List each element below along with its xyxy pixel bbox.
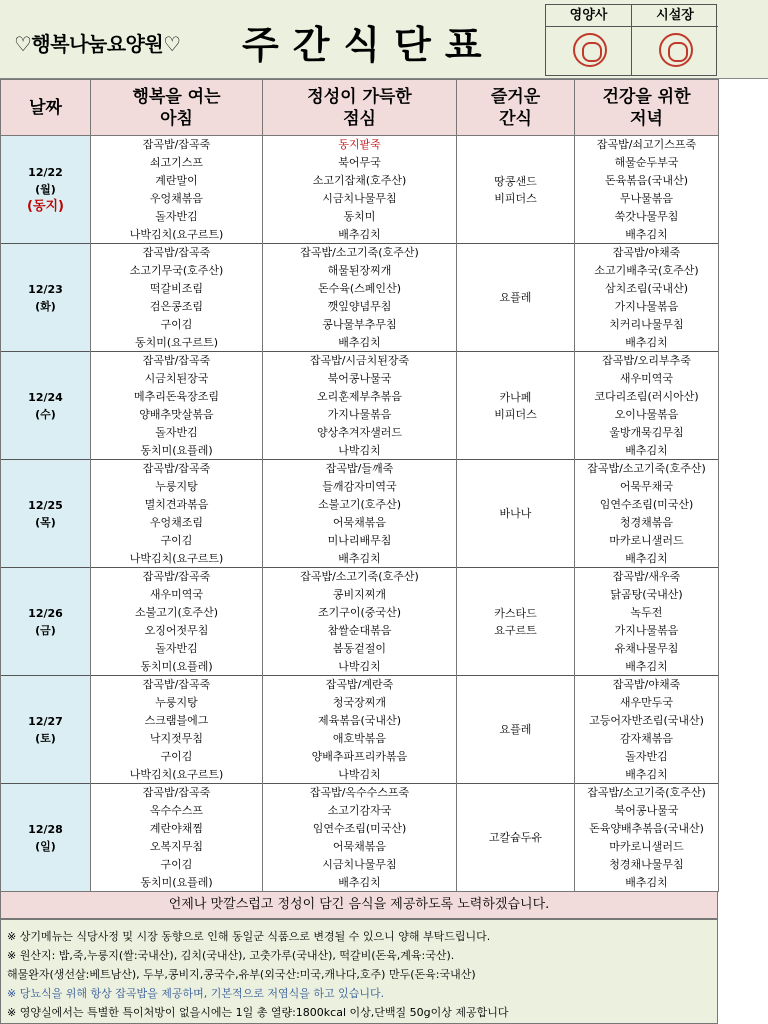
table-row (1, 262, 719, 280)
dinner-item: 가지나물볶음 (575, 622, 719, 640)
snack-cell (457, 784, 575, 892)
note-origin-continued: 해물완자(생선살:베트남산), 두부,콩비지,콩국수,유부(외국산:미국,캐나다,호주) 만두(돈육:국내산) (7, 968, 476, 981)
dinner-item: 배추김치 (575, 226, 719, 244)
approval-label: 시설장 (632, 5, 718, 27)
snack-cell (457, 244, 575, 352)
dinner-item: 오이나물볶음 (575, 406, 719, 424)
table-row (1, 586, 719, 604)
breakfast-item: 시금치된장국 (91, 370, 263, 388)
table-row (1, 550, 719, 568)
table-row (1, 604, 719, 622)
breakfast-item: 잡곡밥/잡곡죽 (91, 784, 263, 802)
breakfast-item: 돌자반김 (91, 640, 263, 658)
weekday-label: (월) (35, 182, 56, 196)
lunch-item: 동치미 (263, 208, 457, 226)
breakfast-item: 소불고기(호주산) (91, 604, 263, 622)
header-dinner-line1: 건강을 위한 (602, 86, 691, 107)
header-snack-line1: 즐거운 (490, 86, 541, 107)
header-lunch-line2: 점심 (343, 108, 376, 129)
breakfast-item: 나박김치(요구르트) (91, 226, 263, 244)
dinner-item: 코다리조림(러시아산) (575, 388, 719, 406)
weekly-menu-table (0, 79, 719, 892)
date-cell (1, 676, 91, 784)
dinner-item: 무나물볶음 (575, 190, 719, 208)
breakfast-item: 우엉채조림 (91, 514, 263, 532)
dinner-item: 청경채볶음 (575, 514, 719, 532)
table-row (1, 496, 719, 514)
breakfast-item: 소고기무국(호주산) (91, 262, 263, 280)
breakfast-item: 잡곡밥/잡곡죽 (91, 676, 263, 694)
breakfast-item: 나박김치(요구르트) (91, 766, 263, 784)
date-cell (1, 784, 91, 892)
weekday-label: (화) (35, 299, 56, 313)
dinner-item: 소고기배추국(호주산) (575, 262, 719, 280)
closing-message: 언제나 맛깔스럽고 정성이 담긴 음식을 제공하도록 노력하겠습니다. (0, 891, 718, 919)
header-lunch-line1: 정성이 가득한 (307, 86, 412, 107)
table-row (1, 748, 719, 766)
dinner-item: 어묵무채국 (575, 478, 719, 496)
table-row (1, 730, 719, 748)
breakfast-item: 스크램블에그 (91, 712, 263, 730)
breakfast-item: 잡곡밥/잡곡죽 (91, 568, 263, 586)
dinner-item: 유채나물무침 (575, 640, 719, 658)
dinner-item: 마카로니샐러드 (575, 838, 719, 856)
lunch-item: 제육볶음(국내산) (263, 712, 457, 730)
header-breakfast (91, 80, 263, 136)
date-cell (1, 244, 91, 352)
dinner-item: 잡곡밥/야채죽 (575, 676, 719, 694)
snack-item: 비피더스 (494, 407, 537, 421)
weekday-label: (일) (35, 839, 56, 853)
lunch-item: 콩나물부추무침 (263, 316, 457, 334)
header-banner (0, 0, 768, 79)
lunch-item: 가지나물볶음 (263, 406, 457, 424)
note-diabetic: ※ 당뇨식을 위해 항상 잡곡밥을 제공하며, 기본적으로 저염식을 하고 있습니다. (7, 987, 385, 1000)
dinner-item: 새우미역국 (575, 370, 719, 388)
table-row (1, 154, 719, 172)
table-row (1, 316, 719, 334)
breakfast-item: 잡곡밥/잡곡죽 (91, 460, 263, 478)
dinner-item: 삼치조림(국내산) (575, 280, 719, 298)
breakfast-item: 구이김 (91, 316, 263, 334)
date-cell (1, 568, 91, 676)
holiday-label: (동지) (27, 198, 64, 214)
lunch-item: 돈수육(스페인산) (263, 280, 457, 298)
dinner-item: 잡곡밥/새우죽 (575, 568, 719, 586)
lunch-item: 시금치나물무침 (263, 856, 457, 874)
breakfast-item: 우엉채볶음 (91, 190, 263, 208)
breakfast-item: 오복지무침 (91, 838, 263, 856)
dinner-item: 고등어자반조림(국내산) (575, 712, 719, 730)
table-row (1, 190, 719, 208)
approval-box (545, 4, 717, 76)
lunch-item: 오리훈제부추볶음 (263, 388, 457, 406)
table-row (1, 298, 719, 316)
lunch-item: 나박김치 (263, 658, 457, 676)
lunch-item: 미나리배무침 (263, 532, 457, 550)
breakfast-item: 돌자반김 (91, 424, 263, 442)
dinner-item: 쑥갓나물무침 (575, 208, 719, 226)
date-label: 12/27 (28, 714, 63, 728)
lunch-item: 양배추파프리카볶음 (263, 748, 457, 766)
dinner-item: 임연수조림(미국산) (575, 496, 719, 514)
date-label: 12/24 (28, 390, 63, 404)
lunch-item: 북어무국 (263, 154, 457, 172)
date-cell (1, 136, 91, 244)
weekday-label: (목) (35, 515, 56, 529)
breakfast-item: 메추리돈육장조림 (91, 388, 263, 406)
lunch-item: 시금치나물무침 (263, 190, 457, 208)
lunch-item: 잡곡밥/들깨죽 (263, 460, 457, 478)
breakfast-item: 떡갈비조림 (91, 280, 263, 298)
table-row (1, 406, 719, 424)
lunch-item: 소고기감자국 (263, 802, 457, 820)
lunch-item: 잡곡밥/옥수수스프죽 (263, 784, 457, 802)
breakfast-item: 누룽지탕 (91, 478, 263, 496)
breakfast-item: 낙지젓무침 (91, 730, 263, 748)
header-date: 날짜 (1, 80, 91, 136)
approval-label: 영양사 (546, 5, 631, 27)
breakfast-item: 잡곡밥/잡곡죽 (91, 244, 263, 262)
lunch-item: 잡곡밥/시금치된장죽 (263, 352, 457, 370)
table-row (1, 694, 719, 712)
approval-nutritionist (546, 5, 632, 75)
header-breakfast-line2: 아침 (160, 108, 193, 129)
lunch-item: 잡곡밥/계란죽 (263, 676, 457, 694)
breakfast-item: 동치미(요플레) (91, 658, 263, 676)
snack-item: 카스타드 (494, 606, 537, 620)
date-cell (1, 352, 91, 460)
lunch-item: 조기구이(중국산) (263, 604, 457, 622)
dinner-item: 배추김치 (575, 334, 719, 352)
table-row (1, 208, 719, 226)
lunch-item: 북어콩나물국 (263, 370, 457, 388)
lunch-item: 콩비지찌개 (263, 586, 457, 604)
table-row (1, 802, 719, 820)
lunch-item: 나박김치 (263, 766, 457, 784)
date-cell (1, 460, 91, 568)
snack-item: 요플레 (499, 291, 532, 304)
table-row (1, 460, 719, 478)
breakfast-item: 구이김 (91, 748, 263, 766)
header-dinner-line2: 저녁 (630, 108, 663, 129)
table-row (1, 622, 719, 640)
table-row (1, 244, 719, 262)
breakfast-item: 구이김 (91, 856, 263, 874)
table-row (1, 712, 719, 730)
lunch-item: 나박김치 (263, 442, 457, 460)
breakfast-item: 돌자반김 (91, 208, 263, 226)
weekday-label: (금) (35, 623, 56, 637)
table-header-row (1, 80, 719, 136)
breakfast-item: 동치미(요구르트) (91, 334, 263, 352)
dinner-item: 녹두전 (575, 604, 719, 622)
lunch-item: 청국장찌개 (263, 694, 457, 712)
lunch-item: 소고기잡채(호주산) (263, 172, 457, 190)
breakfast-item: 옥수수스프 (91, 802, 263, 820)
dinner-item: 돈육볶음(국내산) (575, 172, 719, 190)
table-row (1, 658, 719, 676)
table-row (1, 136, 719, 154)
lunch-item: 배추김치 (263, 226, 457, 244)
lunch-item: 봄동겉절이 (263, 640, 457, 658)
table-row (1, 640, 719, 658)
menu-body (1, 136, 719, 892)
lunch-item: 배추김치 (263, 334, 457, 352)
note-substitution: ※ 상기메뉴는 식당사정 및 시장 동향으로 인해 동일군 식품으로 변경될 수 있으니 양해 부탁드립니다. (7, 930, 491, 943)
table-row (1, 172, 719, 190)
header-breakfast-line1: 행복을 여는 (132, 86, 221, 107)
breakfast-item: 잡곡밥/잡곡죽 (91, 136, 263, 154)
breakfast-item: 계란말이 (91, 172, 263, 190)
table-row (1, 856, 719, 874)
snack-item: 요구르트 (494, 623, 537, 637)
header-snack-line2: 간식 (499, 108, 532, 129)
table-row (1, 838, 719, 856)
breakfast-item: 오징어젓무침 (91, 622, 263, 640)
date-label: 12/25 (28, 498, 63, 512)
lunch-item: 어묵채볶음 (263, 838, 457, 856)
dinner-item: 치커리나물무침 (575, 316, 719, 334)
breakfast-item: 계란야채찜 (91, 820, 263, 838)
header-snack (457, 80, 575, 136)
dinner-item: 잡곡밥/오리부추죽 (575, 352, 719, 370)
breakfast-item: 누룽지탕 (91, 694, 263, 712)
weekday-label: (토) (35, 731, 56, 745)
table-row (1, 676, 719, 694)
lunch-item: 참쌀순대볶음 (263, 622, 457, 640)
lunch-item: 잡곡밥/소고기죽(호주산) (263, 244, 457, 262)
table-row (1, 478, 719, 496)
table-row (1, 388, 719, 406)
dinner-item: 배추김치 (575, 658, 719, 676)
breakfast-item: 새우미역국 (91, 586, 263, 604)
dinner-item: 배추김치 (575, 442, 719, 460)
breakfast-item: 쇠고기스프 (91, 154, 263, 172)
snack-item: 땅콩샌드 (494, 174, 537, 188)
breakfast-item: 검은콩조림 (91, 298, 263, 316)
snack-item: 카나페 (499, 390, 532, 404)
lunch-item: 임연수조림(미국산) (263, 820, 457, 838)
breakfast-item: 동치미(요플레) (91, 874, 263, 892)
note-origin: ※ 원산지: 밥,죽,누룽지(쌀:국내산), 김치(국내산), 고춧가루(국내산), 떡갈비(돈육,계육:국산). (7, 949, 455, 962)
breakfast-item: 나박김치(요구르트) (91, 550, 263, 568)
dinner-item: 청경채나물무침 (575, 856, 719, 874)
dinner-item: 잡곡밥/소고기죽(호주산) (575, 784, 719, 802)
dinner-item: 잡곡밥/소고기죽(호주산) (575, 460, 719, 478)
dinner-item: 해물순두부국 (575, 154, 719, 172)
breakfast-item: 멸치견과볶음 (91, 496, 263, 514)
page-title: 주간식단표 (242, 23, 496, 67)
snack-cell (457, 460, 575, 568)
weekday-label: (수) (35, 407, 56, 421)
dinner-item: 돈육양배추볶음(국내산) (575, 820, 719, 838)
date-label: 12/26 (28, 606, 63, 620)
lunch-item: 소불고기(호주산) (263, 496, 457, 514)
lunch-item: 어묵채볶음 (263, 514, 457, 532)
notes-box (0, 919, 718, 1024)
breakfast-item: 구이김 (91, 532, 263, 550)
snack-item: 비피더스 (494, 191, 537, 205)
dinner-item: 감자채볶음 (575, 730, 719, 748)
snack-item: 요플레 (499, 723, 532, 736)
seal-stamp-icon (659, 33, 693, 67)
snack-cell (457, 136, 575, 244)
facility-name: ♡행복나눔요양원♡ (14, 32, 181, 56)
breakfast-item: 양배추맛살볶음 (91, 406, 263, 424)
table-row (1, 532, 719, 550)
lunch-item: 애호박볶음 (263, 730, 457, 748)
dinner-item: 북어콩나물국 (575, 802, 719, 820)
seal-stamp-icon (573, 33, 607, 67)
table-row (1, 766, 719, 784)
dinner-item: 가지나물볶음 (575, 298, 719, 316)
table-row (1, 370, 719, 388)
header-dinner (575, 80, 719, 136)
breakfast-item: 동치미(요플레) (91, 442, 263, 460)
table-row (1, 442, 719, 460)
table-row (1, 226, 719, 244)
table-row (1, 280, 719, 298)
lunch-item: 배추김치 (263, 874, 457, 892)
date-label: 12/28 (28, 822, 63, 836)
note-nutrition: ※ 영양실에서는 특별한 특이처방이 없을시에는 1일 총 열량:1800kcal 이상,단백질 50g이상 제공합니다 (7, 1006, 509, 1019)
snack-cell (457, 352, 575, 460)
snack-cell (457, 568, 575, 676)
table-row (1, 514, 719, 532)
dinner-item: 잡곡밥/쇠고기스프죽 (575, 136, 719, 154)
table-row (1, 334, 719, 352)
approval-director (632, 5, 718, 75)
date-label: 12/23 (28, 282, 63, 296)
dinner-item: 닭곰탕(국내산) (575, 586, 719, 604)
header-lunch (263, 80, 457, 136)
table-row (1, 874, 719, 892)
lunch-item: 깻잎양념무침 (263, 298, 457, 316)
table-row (1, 424, 719, 442)
breakfast-item: 잡곡밥/잡곡죽 (91, 352, 263, 370)
lunch-item: 잡곡밥/소고기죽(호주산) (263, 568, 457, 586)
dinner-item: 배추김치 (575, 550, 719, 568)
snack-cell (457, 676, 575, 784)
table-row (1, 568, 719, 586)
lunch-item: 양상추겨자샐러드 (263, 424, 457, 442)
date-label: 12/22 (28, 165, 63, 179)
dinner-item: 마카로니샐러드 (575, 532, 719, 550)
dinner-item: 잡곡밥/야채죽 (575, 244, 719, 262)
snack-item: 바나나 (499, 507, 532, 520)
snack-item: 고칼슘두유 (488, 831, 543, 845)
dinner-item: 배추김치 (575, 874, 719, 892)
table-row (1, 820, 719, 838)
table-row (1, 784, 719, 802)
lunch-item: 해물된장찌개 (263, 262, 457, 280)
lunch-item: 배추김치 (263, 550, 457, 568)
dinner-item: 배추김치 (575, 766, 719, 784)
dinner-item: 돌자반김 (575, 748, 719, 766)
dinner-item: 새우만두국 (575, 694, 719, 712)
table-row (1, 352, 719, 370)
dinner-item: 울방개묵김무침 (575, 424, 719, 442)
lunch-item: 들깨감자미역국 (263, 478, 457, 496)
lunch-item: 동지팥죽 (263, 136, 457, 154)
